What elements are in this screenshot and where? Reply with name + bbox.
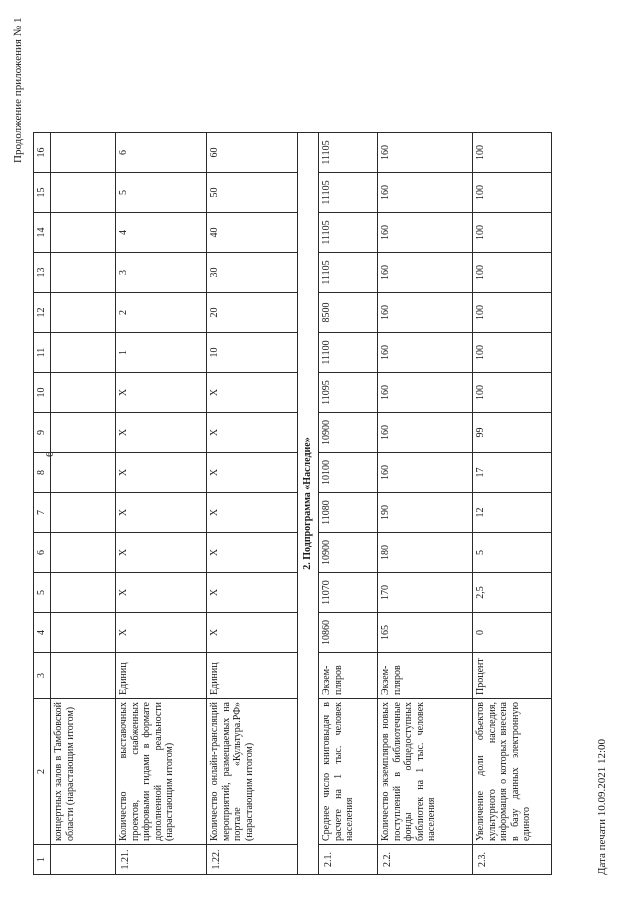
page-number: 6 (44, 451, 56, 457)
value-cell: 2,5 (473, 573, 552, 613)
value-cell: 11105 (319, 253, 378, 293)
row-number (51, 845, 116, 875)
table-row (207, 133, 298, 875)
value-cell: 10 (207, 333, 298, 373)
value-cell: 160 (378, 253, 473, 293)
value-cell: 3 (116, 253, 207, 293)
print-date: Дата печати 10.09.2021 12:00 (596, 738, 608, 875)
value-cell: X (116, 453, 207, 493)
value-cell: 160 (378, 373, 473, 413)
value-cell: 11105 (319, 213, 378, 253)
indicator-name: Количество онлайн-трансляций мероприятий, размещаемых на портале «Культура.РФ» (нарастающим итогом) (207, 699, 298, 845)
table-row (378, 133, 473, 875)
row-number: 1.21. (116, 845, 207, 875)
value-cell: 160 (378, 453, 473, 493)
value-cell: 50 (207, 173, 298, 213)
section-row (298, 133, 319, 875)
value-cell: 20 (207, 293, 298, 333)
value-cell: 100 (473, 173, 552, 213)
indicator-name: концертных залов в Тамбовской области (нарастающим итогом) (51, 699, 116, 845)
value-cell: X (207, 573, 298, 613)
value-cell (51, 133, 116, 173)
table-row (473, 133, 552, 875)
value-cell: 5 (116, 173, 207, 213)
col-header: 11 (34, 333, 51, 373)
value-cell: 11105 (319, 173, 378, 213)
value-cell: 10100 (319, 453, 378, 493)
col-header: 12 (34, 293, 51, 333)
value-cell: 0 (473, 613, 552, 653)
value-cell (51, 613, 116, 653)
value-cell: 5 (473, 533, 552, 573)
value-cell: 100 (473, 133, 552, 173)
row-number: 1.22. (207, 845, 298, 875)
value-cell (51, 453, 116, 493)
value-cell (51, 173, 116, 213)
value-cell: 11100 (319, 333, 378, 373)
col-header: 1 (34, 845, 51, 875)
table-row (51, 133, 116, 875)
value-cell: X (207, 493, 298, 533)
col-header: 15 (34, 173, 51, 213)
indicators-table (33, 132, 552, 875)
value-cell: 160 (378, 293, 473, 333)
value-cell (51, 533, 116, 573)
table-row (319, 133, 378, 875)
section-title: 2. Подпрограмма «Наследие» (298, 133, 319, 875)
value-cell: X (116, 613, 207, 653)
indicator-name: Среднее число книговыдач в расчете на 1 тыс. человек населения (319, 699, 378, 845)
value-cell: 6 (116, 133, 207, 173)
value-cell: 10860 (319, 613, 378, 653)
value-cell: 100 (473, 373, 552, 413)
value-cell (51, 493, 116, 533)
value-cell: 160 (378, 213, 473, 253)
value-cell: 165 (378, 613, 473, 653)
col-header: 6 (34, 533, 51, 573)
col-header: 4 (34, 613, 51, 653)
row-number: 2.1. (319, 845, 378, 875)
value-cell: X (116, 373, 207, 413)
value-cell (51, 333, 116, 373)
value-cell: 160 (378, 133, 473, 173)
unit-cell: Экзем-пляров (378, 653, 473, 699)
col-header: 9 (34, 413, 51, 453)
col-header: 8 (34, 453, 51, 493)
value-cell: 160 (378, 413, 473, 453)
table-row (116, 133, 207, 875)
value-cell: 180 (378, 533, 473, 573)
unit-cell: Процент (473, 653, 552, 699)
value-cell: 100 (473, 333, 552, 373)
value-cell: 160 (378, 333, 473, 373)
value-cell: X (207, 373, 298, 413)
value-cell: 40 (207, 213, 298, 253)
value-cell: 10900 (319, 413, 378, 453)
value-cell (51, 213, 116, 253)
value-cell: X (116, 493, 207, 533)
value-cell: X (116, 573, 207, 613)
value-cell: 30 (207, 253, 298, 293)
value-cell: 100 (473, 213, 552, 253)
value-cell (51, 253, 116, 293)
row-number: 2.2. (378, 845, 473, 875)
col-header: 10 (34, 373, 51, 413)
col-header: 5 (34, 573, 51, 613)
header-row (34, 133, 51, 875)
value-cell (51, 373, 116, 413)
unit-cell: Единиц (116, 653, 207, 699)
value-cell: X (207, 613, 298, 653)
value-cell: 11070 (319, 573, 378, 613)
value-cell: 11095 (319, 373, 378, 413)
value-cell: 100 (473, 253, 552, 293)
col-header: 2 (34, 699, 51, 845)
continuation-note: Продолжение приложения № 1 (12, 17, 24, 163)
value-cell: 11105 (319, 133, 378, 173)
unit-cell: Единиц (207, 653, 298, 699)
value-cell (51, 293, 116, 333)
value-cell: X (116, 413, 207, 453)
col-header: 13 (34, 253, 51, 293)
value-cell: X (207, 533, 298, 573)
indicator-name: Увеличение доли объектов культурного наследия, информация о которых внесена в базу данных электронную единого (473, 699, 552, 845)
indicator-name: Количество экземпляров новых поступлений в библиотечные фонды общедоступных библиотек на 1 тыс. человек населения (378, 699, 473, 845)
value-cell: 8500 (319, 293, 378, 333)
value-cell: 11080 (319, 493, 378, 533)
value-cell: 12 (473, 493, 552, 533)
value-cell: 100 (473, 293, 552, 333)
row-number: 2.3. (473, 845, 552, 875)
value-cell: 99 (473, 413, 552, 453)
value-cell: X (207, 413, 298, 453)
col-header: 14 (34, 213, 51, 253)
value-cell: 4 (116, 213, 207, 253)
unit-cell: Экзем-пляров (319, 653, 378, 699)
unit-cell (51, 653, 116, 699)
value-cell: 190 (378, 493, 473, 533)
value-cell: 2 (116, 293, 207, 333)
value-cell: X (116, 533, 207, 573)
value-cell: 60 (207, 133, 298, 173)
value-cell (51, 413, 116, 453)
col-header: 3 (34, 653, 51, 699)
value-cell: 1 (116, 333, 207, 373)
value-cell: 17 (473, 453, 552, 493)
value-cell (51, 573, 116, 613)
col-header: 7 (34, 493, 51, 533)
value-cell: X (207, 453, 298, 493)
col-header: 16 (34, 133, 51, 173)
value-cell: 10900 (319, 533, 378, 573)
value-cell: 170 (378, 573, 473, 613)
value-cell: 160 (378, 173, 473, 213)
indicator-name: Количество выставочных проектов, снабженных цифровыми гидами в формате дополненной реальности (нарастающим итогом) (116, 699, 207, 845)
